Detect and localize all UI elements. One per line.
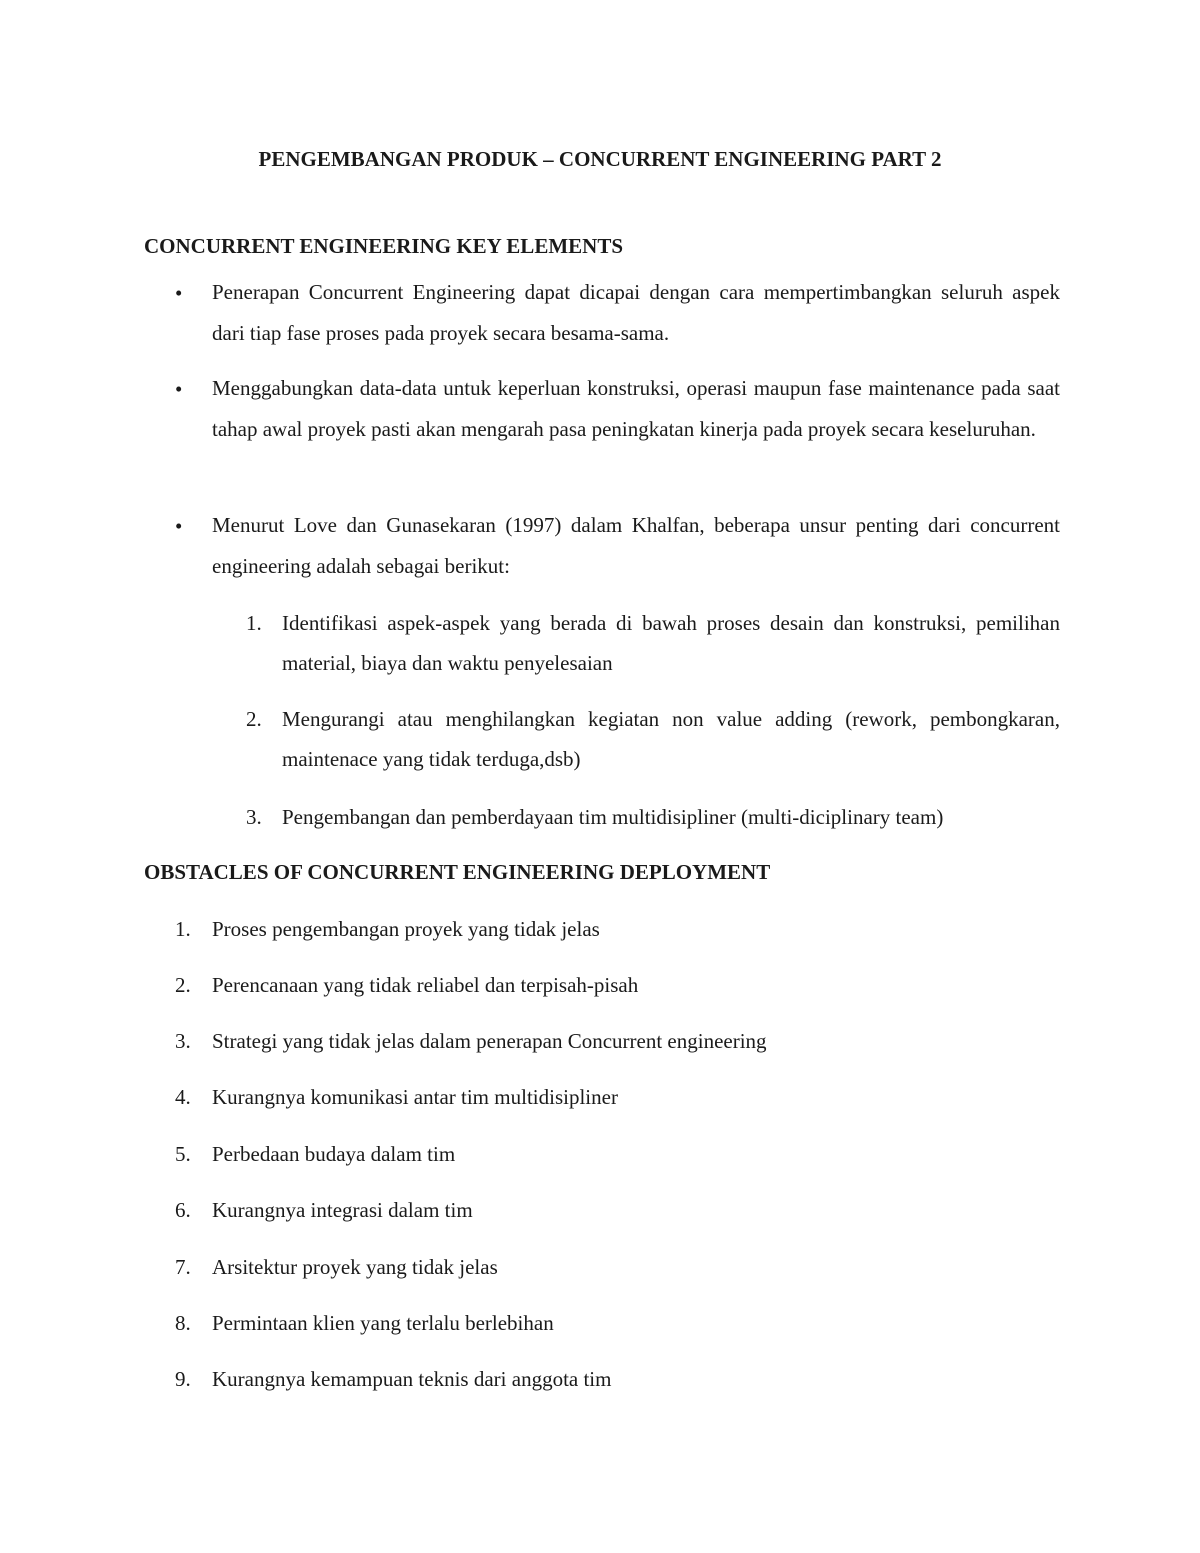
sub-item-text: Pengembangan dan pemberdayaan tim multidisipliner (multi-diciplinary team) — [282, 805, 944, 829]
obstacle-text: Perencanaan yang tidak reliabel dan terpisah-pisah — [212, 973, 639, 997]
sub-item-text: Mengurangi atau menghilangkan kegiatan non value adding (rework, pembongkaran, maintenace yang tidak terduga,dsb) — [282, 707, 1060, 771]
obstacle-number: 2. — [175, 973, 191, 997]
sub-item-number: 2. — [246, 707, 262, 731]
bullet-marker: • — [175, 514, 183, 538]
bullet-marker: • — [175, 377, 183, 401]
obstacle-text: Perbedaan budaya dalam tim — [212, 1142, 456, 1166]
obstacle-text: Permintaan klien yang terlalu berlebihan — [212, 1311, 554, 1335]
sub-item-number: 1. — [246, 611, 262, 635]
bullet-paragraph: Menurut Love dan Gunasekaran (1997) dalam Khalfan, beberapa unsur penting dari concurrent engineering adalah sebagai berikut: — [212, 513, 1060, 578]
obstacle-text: Strategi yang tidak jelas dalam penerapan Concurrent engineering — [212, 1029, 767, 1053]
section-heading-obstacles: OBSTACLES OF CONCURRENT ENGINEERING DEPLOYMENT — [144, 860, 771, 884]
section-heading-key-elements: CONCURRENT ENGINEERING KEY ELEMENTS — [144, 234, 624, 258]
obstacle-text: Kurangnya kemampuan teknis dari anggota tim — [212, 1367, 612, 1391]
obstacle-text: Kurangnya integrasi dalam tim — [212, 1198, 473, 1222]
obstacle-text: Kurangnya komunikasi antar tim multidisipliner — [212, 1085, 618, 1109]
sub-item-number: 3. — [246, 805, 262, 829]
obstacle-number: 9. — [175, 1367, 191, 1391]
obstacle-text: Proses pengembangan proyek yang tidak jelas — [212, 917, 600, 941]
obstacle-number: 3. — [175, 1029, 191, 1053]
document-title: PENGEMBANGAN PRODUK – CONCURRENT ENGINEERING PART 2 — [258, 147, 942, 171]
bullet-marker: • — [175, 281, 183, 305]
obstacle-number: 6. — [175, 1198, 191, 1222]
obstacle-text: Arsitektur proyek yang tidak jelas — [212, 1255, 498, 1279]
bullet-paragraph: Penerapan Concurrent Engineering dapat dicapai dengan cara mempertimbangkan seluruh aspek dari tiap fase proses pada proyek secara besama-sama. — [212, 280, 1060, 345]
obstacle-number: 1. — [175, 917, 191, 941]
obstacle-number: 4. — [175, 1085, 191, 1109]
obstacle-number: 5. — [175, 1142, 191, 1166]
obstacle-number: 8. — [175, 1311, 191, 1335]
obstacle-number: 7. — [175, 1255, 191, 1279]
bullet-paragraph: Menggabungkan data-data untuk keperluan konstruksi, operasi maupun fase maintenance pada saat tahap awal proyek pasti akan mengarah pasa peningkatan kinerja pada proyek secara keseluruhan. — [212, 376, 1060, 441]
sub-item-text: Identifikasi aspek-aspek yang berada di bawah proses desain dan konstruksi, pemilihan material, biaya dan waktu penyelesaian — [282, 611, 1060, 675]
